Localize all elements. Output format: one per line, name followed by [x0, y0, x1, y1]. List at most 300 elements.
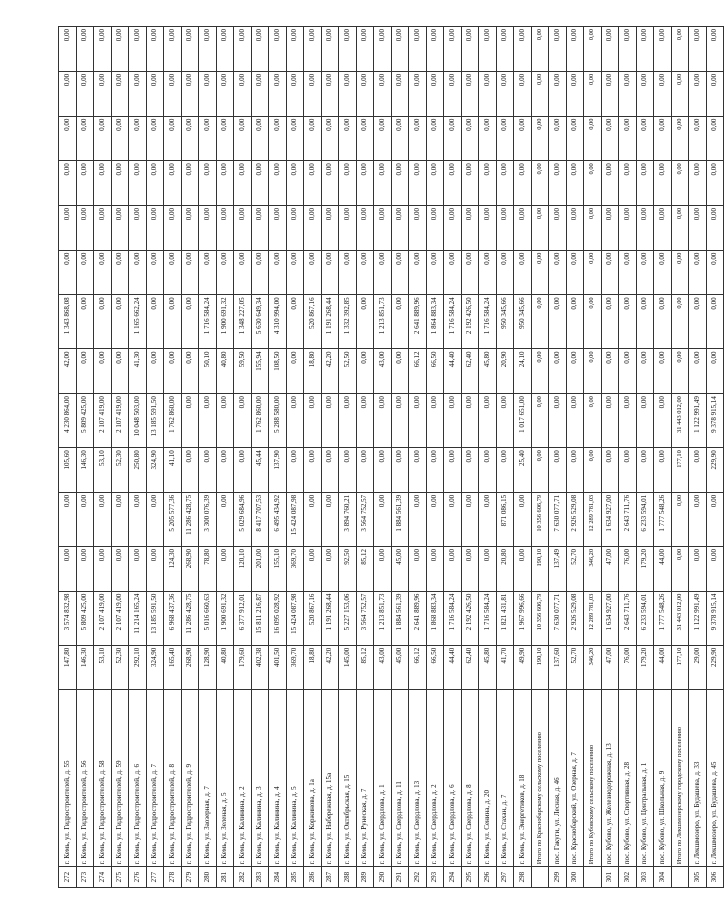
value-cell: 0,00	[706, 205, 724, 250]
value-cell: 11 214 165,24	[129, 591, 147, 645]
value-cell: 0,00	[514, 205, 532, 250]
value-cell: 0,00	[461, 448, 479, 493]
row-number-cell: 288	[339, 867, 357, 888]
value-cell: 0,00	[129, 250, 147, 295]
value-cell: 2 107 419,00	[94, 394, 112, 448]
value-cell: 177,10	[671, 448, 689, 493]
value-cell: 0,00	[671, 27, 689, 72]
value-cell: 0,00	[566, 27, 584, 72]
table-row	[444, 27, 462, 888]
value-cell: 0,00	[304, 116, 322, 161]
address-cell: г. Лекшмозеро, ул. Будашева, д. 45	[706, 690, 724, 867]
value-cell: 0,00	[461, 546, 479, 591]
address-cell: г. Кемь, ул. Октябрьская, д. 15	[339, 690, 357, 867]
value-cell: 0,00	[321, 205, 339, 250]
value-cell: 18,80	[304, 349, 322, 394]
value-cell: 0,00	[234, 161, 252, 206]
value-cell: 0,00	[146, 161, 164, 206]
value-cell: 0,00	[321, 116, 339, 161]
row-number-cell: 277	[146, 867, 164, 888]
value-cell: 0,00	[321, 394, 339, 448]
value-cell: 0,00	[689, 295, 707, 349]
value-cell: 0,00	[356, 116, 374, 161]
value-cell: 0,00	[706, 27, 724, 72]
value-cell: 179,20	[636, 645, 654, 690]
address-cell: г. Кемь, ул. Набережная, д. 15а	[321, 690, 339, 867]
value-cell: 0,00	[601, 448, 619, 493]
value-cell: 1 165 662,24	[129, 295, 147, 349]
value-cell: 2 641 889,96	[409, 591, 427, 645]
value-cell: 0,00	[76, 492, 94, 546]
value-cell: 0,00	[566, 250, 584, 295]
value-cell: 0,00	[409, 161, 427, 206]
value-cell: 7 630 077,71	[549, 591, 567, 645]
value-cell: 0,00	[286, 116, 304, 161]
value-cell: 128,90	[199, 645, 217, 690]
address-cell: г. Кемь, ул. Гидростроителей, д. 59	[111, 690, 129, 867]
value-cell: 0,00	[479, 394, 497, 448]
row-number-cell	[584, 867, 602, 888]
row-number-cell: 300	[566, 867, 584, 888]
value-cell: 2 641 889,96	[409, 295, 427, 349]
row-number-cell: 279	[181, 867, 199, 888]
value-cell: 0,00	[216, 71, 234, 116]
value-cell: 41,30	[129, 349, 147, 394]
value-cell: 0,00	[426, 116, 444, 161]
value-cell: 369,70	[286, 645, 304, 690]
value-cell: 0,00	[444, 546, 462, 591]
value-cell: 0,00	[391, 295, 409, 349]
value-cell: 0,00	[479, 161, 497, 206]
row-number-cell: 289	[356, 867, 374, 888]
value-cell: 0,00	[409, 27, 427, 72]
value-cell: 0,00	[496, 394, 514, 448]
value-cell: 0,00	[286, 205, 304, 250]
value-cell: 0,00	[549, 295, 567, 349]
value-cell: 0,00	[531, 448, 549, 493]
value-cell: 0,00	[199, 205, 217, 250]
value-cell: 137,49	[549, 546, 567, 591]
value-cell: 0,00	[426, 161, 444, 206]
value-cell: 0,00	[129, 71, 147, 116]
value-cell: 0,00	[234, 394, 252, 448]
value-cell: 0,00	[304, 250, 322, 295]
value-cell: 0,00	[94, 71, 112, 116]
row-number-cell: 290	[374, 867, 392, 888]
value-cell: 0,00	[601, 116, 619, 161]
value-cell: 0,00	[321, 71, 339, 116]
value-cell: 9 378 915,14	[706, 394, 724, 448]
value-cell: 0,00	[601, 394, 619, 448]
value-cell: 0,00	[374, 27, 392, 72]
value-cell: 0,00	[706, 349, 724, 394]
value-cell: 0,00	[461, 116, 479, 161]
value-cell: 0,00	[601, 71, 619, 116]
value-cell: 0,00	[286, 27, 304, 72]
row-number-cell: 285	[286, 867, 304, 888]
value-cell: 0,00	[216, 394, 234, 448]
value-cell: 0,00	[234, 116, 252, 161]
value-cell: 29,00	[689, 645, 707, 690]
value-cell: 0,00	[584, 250, 602, 295]
value-cell: 0,00	[636, 349, 654, 394]
value-cell: 0,00	[94, 349, 112, 394]
value-cell: 0,00	[146, 546, 164, 591]
value-cell: 0,00	[601, 250, 619, 295]
value-cell: 0,00	[619, 394, 637, 448]
value-cell: 5 016 660,63	[199, 591, 217, 645]
row-number-cell: 296	[479, 867, 497, 888]
value-cell: 0,00	[496, 250, 514, 295]
table-row	[391, 27, 409, 888]
value-cell: 190,10	[531, 645, 549, 690]
value-cell: 0,00	[181, 71, 199, 116]
value-cell: 0,00	[374, 161, 392, 206]
value-cell: 0,00	[339, 161, 357, 206]
value-cell: 0,00	[216, 492, 234, 546]
table-row	[59, 27, 77, 888]
value-cell: 0,00	[374, 546, 392, 591]
value-cell: 0,00	[76, 349, 94, 394]
value-cell: 53,10	[94, 448, 112, 493]
value-cell: 1 348 227,05	[234, 295, 252, 349]
value-cell: 0,00	[566, 71, 584, 116]
value-cell: 0,00	[426, 250, 444, 295]
value-cell: 0,00	[654, 349, 672, 394]
value-cell: 0,00	[164, 116, 182, 161]
value-cell: 52,30	[111, 448, 129, 493]
value-cell: 15 811 216,87	[251, 591, 269, 645]
value-cell: 0,00	[584, 205, 602, 250]
value-cell: 0,00	[164, 250, 182, 295]
value-cell: 0,00	[549, 71, 567, 116]
value-cell: 147,80	[59, 645, 77, 690]
table-row	[654, 27, 672, 888]
value-cell: 0,00	[601, 161, 619, 206]
value-cell: 44,00	[654, 645, 672, 690]
value-cell: 1 634 927,00	[601, 591, 619, 645]
value-cell: 62,40	[461, 645, 479, 690]
value-cell: 0,00	[94, 116, 112, 161]
value-cell: 0,00	[339, 205, 357, 250]
value-cell: 1 716 584,24	[444, 295, 462, 349]
address-cell: г. Кемь, ул. Гидростроителей, д. 8	[164, 690, 182, 867]
value-cell: 0,00	[339, 394, 357, 448]
value-cell: 0,00	[129, 492, 147, 546]
value-cell: 0,00	[479, 492, 497, 546]
row-number-cell: 306	[706, 867, 724, 888]
table-row	[321, 27, 339, 888]
value-cell: 0,00	[444, 71, 462, 116]
value-cell: 0,00	[129, 27, 147, 72]
value-cell: 0,00	[549, 394, 567, 448]
value-cell: 0,00	[461, 394, 479, 448]
row-number-cell: 283	[251, 867, 269, 888]
value-cell: 0,00	[496, 161, 514, 206]
value-cell: 2 926 529,08	[566, 591, 584, 645]
value-cell: 0,00	[374, 71, 392, 116]
value-cell: 0,00	[181, 116, 199, 161]
value-cell: 0,00	[181, 394, 199, 448]
address-cell: г. Кемь, ул. Гидростроителей, д. 9	[181, 690, 199, 867]
value-cell: 45,00	[391, 645, 409, 690]
value-cell: 0,00	[409, 492, 427, 546]
value-cell: 44,40	[444, 645, 462, 690]
value-cell: 0,00	[426, 394, 444, 448]
value-cell: 0,00	[234, 71, 252, 116]
value-cell: 401,50	[269, 645, 287, 690]
value-cell: 10 048 503,00	[129, 394, 147, 448]
table-row	[601, 27, 619, 888]
address-cell: пос. Кубово, ул. Спортивная, д. 28	[619, 690, 637, 867]
value-cell: 0,00	[321, 250, 339, 295]
value-cell: 0,00	[531, 27, 549, 72]
value-cell: 0,00	[269, 116, 287, 161]
address-cell: г. Лекшмозеро, ул. Будашева, д. 33	[689, 690, 707, 867]
value-cell: 0,00	[269, 250, 287, 295]
value-cell: 0,00	[59, 116, 77, 161]
value-cell: 520 867,16	[304, 591, 322, 645]
value-cell: 9 378 915,14	[706, 591, 724, 645]
value-cell: 1 884 561,39	[391, 492, 409, 546]
value-cell: 1 213 851,73	[374, 295, 392, 349]
row-number-cell: 292	[409, 867, 427, 888]
address-cell: Итого по Краснобарскому сельскому поселению	[531, 690, 549, 867]
row-number-cell: 287	[321, 867, 339, 888]
value-cell: 3 564 752,57	[356, 492, 374, 546]
value-cell: 0,00	[636, 27, 654, 72]
value-cell: 12 289 781,03	[584, 591, 602, 645]
value-cell: 105,60	[59, 448, 77, 493]
table-row	[706, 27, 724, 888]
value-cell: 0,00	[164, 71, 182, 116]
address-cell: пос. Гакуги, ул. Лесная, д. 46	[549, 690, 567, 867]
value-cell: 0,00	[111, 250, 129, 295]
value-cell: 66,50	[426, 349, 444, 394]
value-cell: 0,00	[181, 27, 199, 72]
value-cell: 0,00	[129, 205, 147, 250]
value-cell: 20,80	[496, 546, 514, 591]
value-cell: 0,00	[94, 27, 112, 72]
address-cell: г. Кемь, ул. Свердлова, д. 13	[409, 690, 427, 867]
value-cell: 229,90	[706, 645, 724, 690]
value-cell: 2 192 426,50	[461, 295, 479, 349]
address-cell: г. Кемь, ул. Свердлова, д. 8	[461, 690, 479, 867]
address-cell: г. Кемь, ул. Свердлова, д. 1	[374, 690, 392, 867]
value-cell: 1 716 584,24	[444, 591, 462, 645]
value-cell: 0,00	[496, 27, 514, 72]
value-cell: 0,00	[339, 116, 357, 161]
value-cell: 7 630 077,71	[549, 492, 567, 546]
value-cell: 0,00	[59, 71, 77, 116]
value-cell: 0,00	[671, 295, 689, 349]
row-number-cell: 294	[444, 867, 462, 888]
value-cell: 0,00	[531, 71, 549, 116]
table-row	[181, 27, 199, 888]
value-cell: 0,00	[111, 349, 129, 394]
value-cell: 66,12	[409, 645, 427, 690]
value-cell: 6 377 912,01	[234, 591, 252, 645]
row-number-cell: 272	[59, 867, 77, 888]
value-cell: 0,00	[636, 116, 654, 161]
address-cell: г. Кемь, ул. Калинина, д. 3	[251, 690, 269, 867]
address-cell: г. Кемь, ул. Калинина, д. 4	[269, 690, 287, 867]
value-cell: 0,00	[654, 71, 672, 116]
row-number-cell: 278	[164, 867, 182, 888]
value-cell: 0,00	[479, 116, 497, 161]
value-cell: 0,00	[566, 205, 584, 250]
value-cell: 0,00	[671, 492, 689, 546]
value-cell: 0,00	[426, 492, 444, 546]
value-cell: 42,20	[321, 349, 339, 394]
value-cell: 0,00	[199, 161, 217, 206]
value-cell: 0,00	[689, 27, 707, 72]
value-cell: 24,10	[514, 349, 532, 394]
value-cell: 5 809 425,00	[76, 394, 94, 448]
value-cell: 0,00	[321, 492, 339, 546]
value-cell: 1 716 584,24	[199, 295, 217, 349]
value-cell: 0,00	[76, 250, 94, 295]
address-cell: г. Кемь, ул. Свердлова, д. 6	[444, 690, 462, 867]
row-number-cell: 284	[269, 867, 287, 888]
value-cell: 0,00	[59, 250, 77, 295]
value-cell: 0,00	[374, 492, 392, 546]
value-cell: 950 345,66	[496, 295, 514, 349]
row-number-cell: 299	[549, 867, 567, 888]
table-row	[94, 27, 112, 888]
value-cell: 1 864 883,34	[426, 295, 444, 349]
value-cell: 0,00	[654, 205, 672, 250]
value-cell: 0,00	[566, 349, 584, 394]
value-cell: 0,00	[129, 116, 147, 161]
value-cell: 0,00	[374, 250, 392, 295]
value-cell: 0,00	[286, 295, 304, 349]
value-cell: 0,00	[374, 116, 392, 161]
value-cell: 0,00	[706, 71, 724, 116]
address-cell: пос. Краснобарский, ул. Озерная, д. 7	[566, 690, 584, 867]
value-cell: 0,00	[514, 250, 532, 295]
row-number-cell: 295	[461, 867, 479, 888]
value-cell: 0,00	[689, 71, 707, 116]
value-cell: 137,90	[269, 448, 287, 493]
value-cell: 0,00	[199, 250, 217, 295]
value-cell: 45,00	[391, 546, 409, 591]
value-cell: 62,40	[461, 349, 479, 394]
value-cell: 0,00	[549, 116, 567, 161]
value-cell: 47,00	[601, 546, 619, 591]
value-cell: 0,00	[321, 546, 339, 591]
value-cell: 1 900 691,32	[216, 295, 234, 349]
value-cell: 0,00	[706, 492, 724, 546]
table-row	[619, 27, 637, 888]
value-cell: 0,00	[374, 394, 392, 448]
value-cell: 0,00	[391, 116, 409, 161]
value-cell: 0,00	[654, 295, 672, 349]
value-cell: 1 884 561,39	[391, 591, 409, 645]
value-cell: 0,00	[409, 116, 427, 161]
value-cell: 369,70	[286, 546, 304, 591]
value-cell: 0,00	[479, 71, 497, 116]
value-cell: 108,50	[269, 349, 287, 394]
value-cell: 0,00	[391, 161, 409, 206]
row-number-cell: 281	[216, 867, 234, 888]
value-cell: 250,80	[129, 448, 147, 493]
value-cell: 0,00	[654, 161, 672, 206]
value-cell: 3 574 832,98	[59, 591, 77, 645]
value-cell: 0,00	[304, 448, 322, 493]
value-cell: 146,30	[76, 448, 94, 493]
value-cell: 0,00	[619, 349, 637, 394]
value-cell: 0,00	[619, 27, 637, 72]
value-cell: 0,00	[444, 448, 462, 493]
value-cell: 0,00	[234, 27, 252, 72]
value-cell: 0,00	[514, 71, 532, 116]
value-cell: 10 356 606,79	[531, 492, 549, 546]
address-cell: г. Кемь, ул. Гидростроителей, д. 55	[59, 690, 77, 867]
value-cell: 0,00	[234, 448, 252, 493]
value-cell: 18,80	[304, 645, 322, 690]
value-cell: 0,00	[496, 205, 514, 250]
table-row	[234, 27, 252, 888]
table-row	[549, 27, 567, 888]
row-number-cell: 301	[601, 867, 619, 888]
value-cell: 0,00	[531, 205, 549, 250]
value-cell: 0,00	[111, 546, 129, 591]
address-cell: г. Кемь, ул. Свердлова, д. 2	[426, 690, 444, 867]
value-cell: 0,00	[619, 71, 637, 116]
address-cell: г. Кемь, ул. Рунеская, д. 7	[356, 690, 374, 867]
value-cell: 52,50	[339, 349, 357, 394]
value-cell: 0,00	[426, 546, 444, 591]
value-cell: 1 191 268,44	[321, 591, 339, 645]
value-cell: 0,00	[531, 250, 549, 295]
value-cell: 2 107 419,00	[111, 591, 129, 645]
value-cell: 1 900 691,32	[216, 591, 234, 645]
value-cell: 0,00	[566, 448, 584, 493]
value-cell: 13 185 591,50	[146, 591, 164, 645]
value-cell: 0,00	[59, 161, 77, 206]
value-cell: 0,00	[164, 161, 182, 206]
value-cell: 5 630 649,34	[251, 295, 269, 349]
value-cell: 229,90	[706, 448, 724, 493]
value-cell: 5 205 577,36	[164, 492, 182, 546]
value-cell: 402,38	[251, 645, 269, 690]
address-cell: пос. Кубово, ул. Школьная, д. 9	[654, 690, 672, 867]
value-cell: 0,00	[619, 448, 637, 493]
value-cell: 346,20	[584, 645, 602, 690]
value-cell: 15 424 087,98	[286, 591, 304, 645]
value-cell: 179,60	[234, 645, 252, 690]
value-cell: 15 424 087,98	[286, 492, 304, 546]
value-cell: 1 634 927,00	[601, 492, 619, 546]
value-cell: 0,00	[689, 492, 707, 546]
value-cell: 0,00	[636, 161, 654, 206]
value-cell: 0,00	[444, 492, 462, 546]
value-cell: 0,00	[601, 295, 619, 349]
table-row	[111, 27, 129, 888]
value-cell: 5 029 684,96	[234, 492, 252, 546]
value-cell: 0,00	[286, 71, 304, 116]
row-number-cell	[671, 867, 689, 888]
value-cell: 45,44	[251, 448, 269, 493]
value-cell: 292,10	[129, 645, 147, 690]
value-cell: 40,80	[216, 645, 234, 690]
value-cell: 1 343 868,08	[59, 295, 77, 349]
value-cell: 0,00	[636, 205, 654, 250]
row-number-cell: 303	[636, 867, 654, 888]
table-body	[59, 27, 724, 888]
value-cell: 0,00	[59, 205, 77, 250]
